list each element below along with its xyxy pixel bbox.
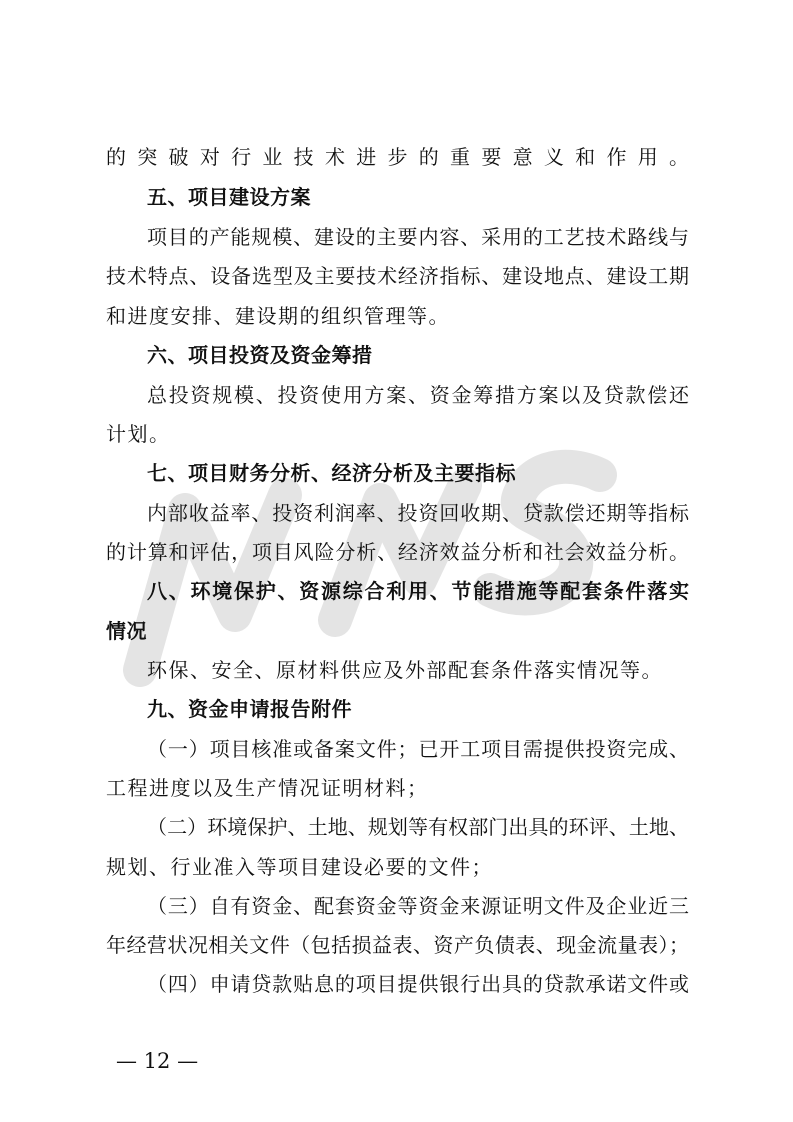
text-line-16: （一）项目核准或备案文件；已开工项目需提供投资完成、 [147, 737, 689, 761]
page-number: — 12 — [116, 1049, 199, 1073]
section-heading-6: 六、项目投资及资金筹措 [147, 343, 373, 367]
text-line-22: （四）申请贷款贴息的项目提供银行出具的贷款承诺文件或 [147, 972, 689, 996]
text-line-18: （二）环境保护、土地、规划等有权部门出具的环评、土地、 [147, 815, 689, 839]
text-line-1: 的突破对行业技术进步的重要意义和作用。 [106, 145, 689, 169]
text-line-10: 内部收益率、投资利润率、投资回收期、贷款偿还期等指标 [147, 501, 689, 525]
text-line-5: 和进度安排、建设期的组织管理等。 [106, 304, 450, 328]
text-line-3: 项目的产能规模、建设的主要内容、采用的工艺技术路线与 [147, 225, 689, 249]
section-heading-5: 五、项目建设方案 [147, 185, 311, 209]
section-heading-7: 七、项目财务分析、经济分析及主要指标 [147, 461, 516, 485]
text-line-19: 规划、行业准入等项目建设必要的文件； [106, 855, 493, 879]
text-line-14: 环保、安全、原材料供应及外部配套条件落实情况等。 [147, 658, 663, 682]
text-line-21: 年经营状况相关文件（包括损益表、资产负债表、现金流量表）； [106, 933, 689, 957]
section-heading-8: 八、环境保护、资源综合利用、节能措施等配套条件落实 [147, 579, 689, 603]
section-heading-8-cont: 情况 [106, 619, 147, 643]
text-line-20: （三）自有资金、配套资金等资金来源证明文件及企业近三 [147, 894, 689, 918]
text-line-7: 总投资规模、投资使用方案、资金筹措方案以及贷款偿还 [147, 383, 689, 407]
text-line-8: 计划。 [106, 422, 171, 446]
section-heading-9: 九、资金申请报告附件 [147, 697, 352, 721]
text-line-4: 技术特点、设备选型及主要技术经济指标、建设地点、建设工期 [106, 264, 689, 288]
text-line-17: 工程进度以及生产情况证明材料； [106, 776, 429, 800]
text-line-11: 的计算和评估，项目风险分析、经济效益分析和社会效益分析。 [106, 540, 689, 564]
